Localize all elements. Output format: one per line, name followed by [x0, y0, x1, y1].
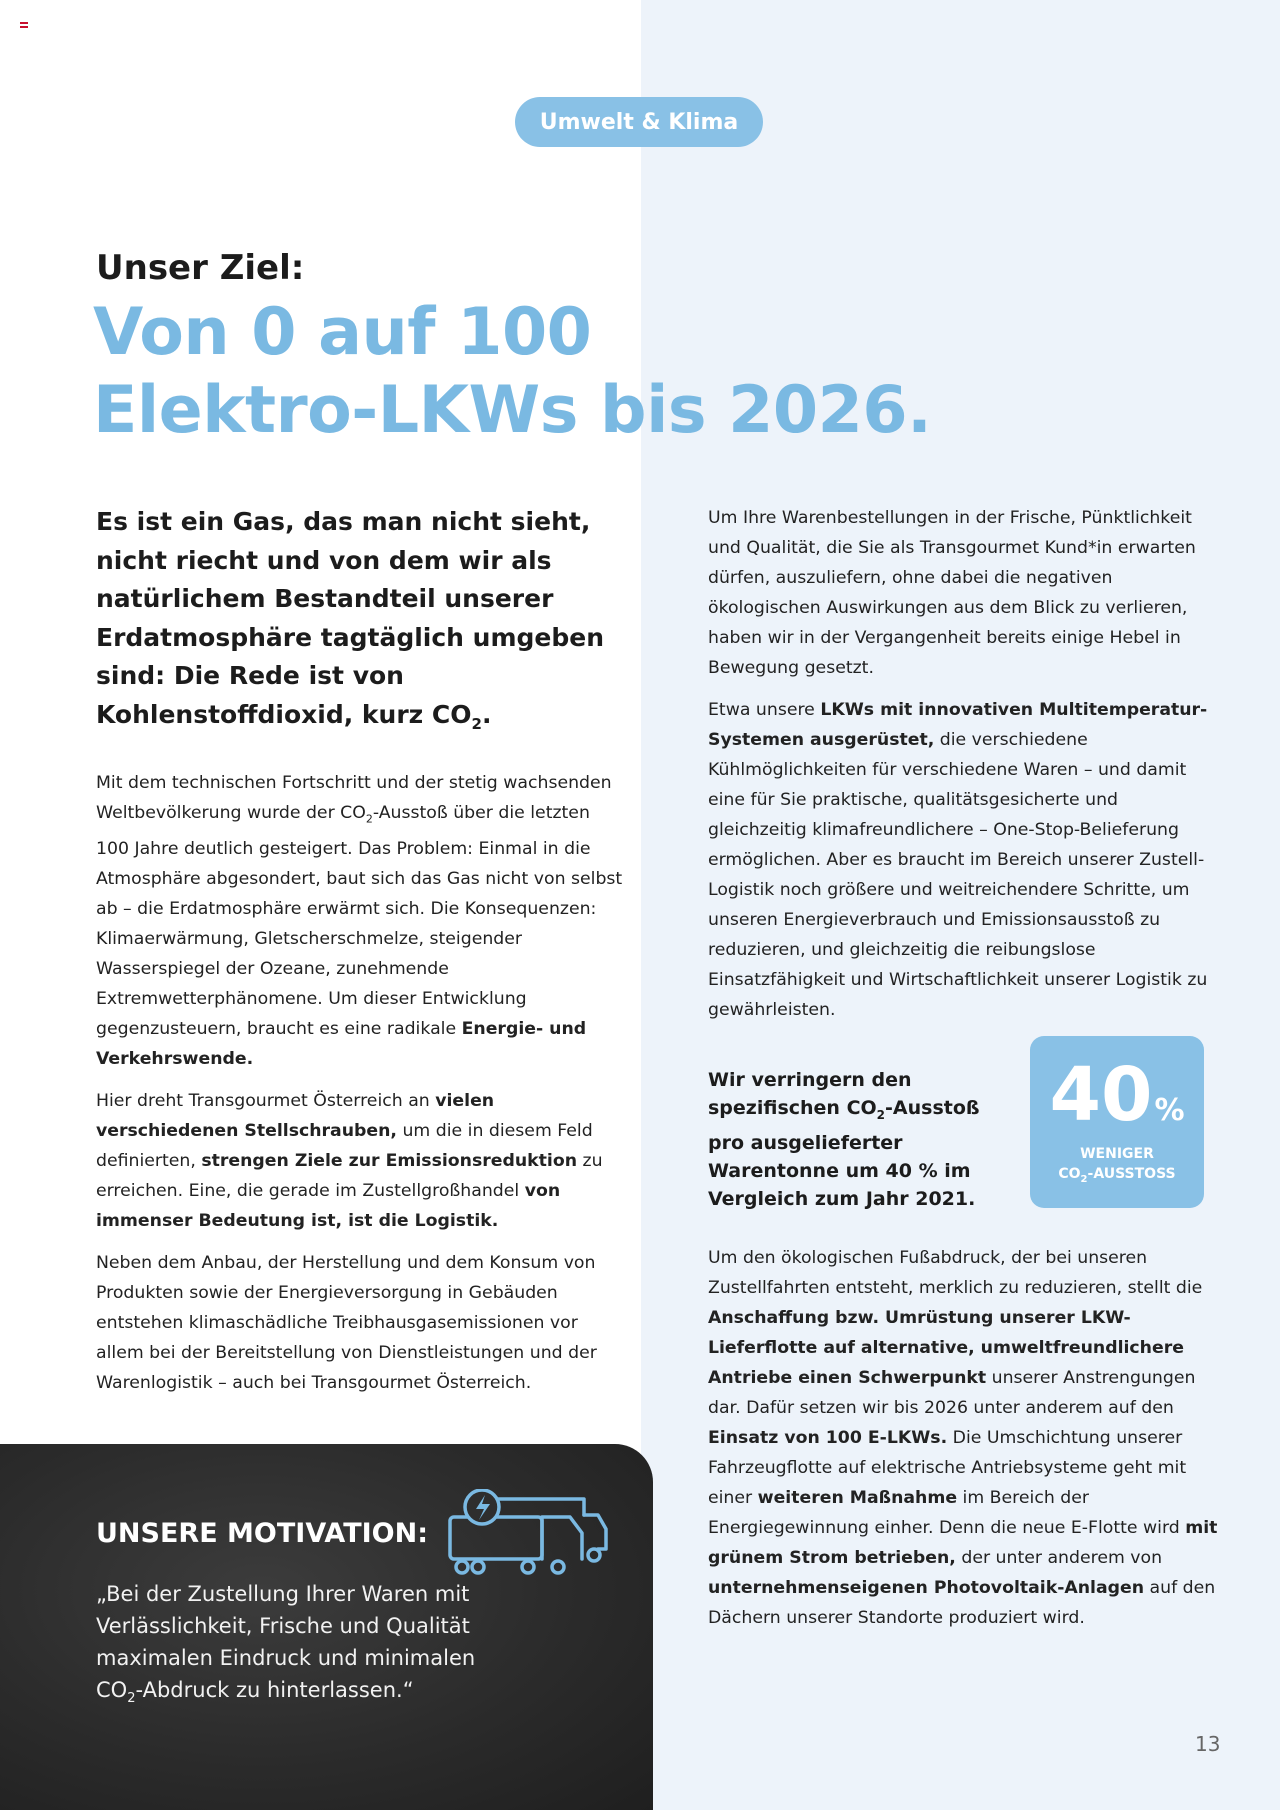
right-paragraph-1: [708, 503, 1218, 683]
page-title: [93, 294, 993, 450]
text: Um den ökologischen Fußabdruck, der bei unseren Zustellfahrten entsteht, merklich zu reduzieren, stellt die: [708, 1248, 1203, 1298]
flag-icon: [20, 22, 28, 28]
bold-text: LKWs mit innovativen Multitemperatur-Systemen ausgerüstet,: [708, 700, 1208, 750]
page-number: 13: [1195, 1732, 1221, 1756]
right-paragraph-3: [708, 1243, 1218, 1633]
lead-paragraph: [96, 503, 636, 743]
bold-text: unternehmenseigenen Photovoltaik-Anlagen: [708, 1578, 1145, 1598]
text: -Ausstoß pro ausgelieferter Warentonne um 40 % im Vergleich zum Jahr 2021.: [708, 1097, 980, 1210]
text: zu erreichen. Eine, die gerade im Zustellgroßhandel: [96, 1151, 603, 1202]
text: Mit dem technischen Fortschritt und der stetig wachsenden Weltbevölkerung wurde der CO: [96, 773, 612, 823]
text: -Abdruck zu hinterlassen.“: [135, 1678, 414, 1702]
kicker: Unser Ziel:: [96, 248, 305, 288]
text: Etwa unsere: [708, 700, 821, 720]
motivation-heading: UNSERE MOTIVATION:: [96, 1518, 429, 1549]
text: auf den Dächern unserer Standorte produziert wird.: [708, 1578, 1216, 1628]
lead-text: Es ist ein Gas, das man nicht sieht, nicht riecht und von dem wir als natürlichem Bestandteil unserer Erdatmosphäre tagtäglich umgeben sind: Die Rede ist von Kohlenstoffdioxid, kurz CO: [96, 507, 605, 729]
left-paragraph-3: [96, 1248, 626, 1398]
subscript: 2: [1080, 1173, 1088, 1185]
text: um die in diesem Feld definierten,: [96, 1121, 593, 1172]
subscript: 2: [365, 812, 373, 826]
page-title-line-1: Von 0 auf 100: [93, 295, 592, 370]
bold-text: von immenser Bedeutung ist, ist die Logistik.: [96, 1181, 561, 1232]
text: Wir verringern den spezifischen CO: [708, 1069, 912, 1119]
right-column-top: [708, 503, 1218, 1025]
lead-end: .: [481, 699, 492, 729]
subscript: 2: [127, 1691, 136, 1707]
text: im Bereich der Energiegewinnung einher. Denn die neue E-Flotte wird: [708, 1488, 1186, 1538]
stat-box: [1030, 1036, 1204, 1208]
callout-text: [708, 1066, 1008, 1213]
lead-subscript: 2: [471, 714, 482, 733]
electric-truck-icon: [448, 1489, 608, 1589]
bold-text: Einsatz von 100 E-LKWs.: [708, 1428, 948, 1448]
left-column: [96, 768, 626, 1398]
stat-unit: %: [1154, 1093, 1185, 1128]
bold-text: vielen verschiedenen Stellschrauben,: [96, 1091, 495, 1142]
stat-label: [1030, 1144, 1204, 1190]
stat-number: [1030, 1052, 1204, 1154]
text: Hier dreht Transgourmet Österreich an: [96, 1091, 436, 1112]
text: der unter anderem von: [955, 1548, 1163, 1568]
text: die verschiedene Kühlmöglichkeiten für verschiedene Waren – und damit eine für Sie praktische, qualitätsgesicherte und gleichzeitig klimafreundlichere – One-Stop-Belieferung ermöglichen. Aber es braucht im Bereich unserer Zustell-Logistik noch größere und weitreichendere Schritte, um unseren Energieverbrauch und Emissionsausstoß zu reduzieren, und gleichzeitig die reibungslose Einsatzfähigkeit und Wirtschaftlichkeit unserer Logistik zu gewährleisten.: [708, 730, 1208, 1020]
bold-text: Anschaffung bzw. Umrüstung unserer LKW-Lieferflotte auf alternative, umweltfreundlichere Antriebe einen Schwerpunkt: [708, 1308, 1184, 1388]
category-pill: Umwelt & Klima: [515, 97, 763, 147]
bold-text: Energie- und Verkehrswende.: [96, 1019, 587, 1070]
text: Die Umschichtung unserer Fahrzeugflotte auf elektrische Antriebsysteme geht mit einer: [708, 1428, 1187, 1508]
right-paragraph-2: [708, 695, 1218, 1025]
bold-text: weiteren Maßnahme: [757, 1488, 958, 1508]
text: Neben dem Anbau, der Herstellung und dem Konsum von Produkten sowie der Energieversorgung in Gebäuden entstehen klimaschädliche Treibhausgasemissionen vor allem bei der Bereitstellung von Dienstleistungen und der Warenlogistik – auch bei Transgourmet Österreich.: [96, 1253, 597, 1394]
text: Um Ihre Warenbestellungen in der Frische, Pünktlichkeit und Qualität, die Sie als Transgourmet Kund*in erwarten dürfen, auszuliefern, ohne dabei die negativen ökologischen Auswirkungen aus dem Blick zu verlieren, haben wir in der Vergangenheit bereits einige Hebel in Bewegung gesetzt.: [708, 508, 1196, 678]
left-paragraph-1: [96, 768, 626, 1074]
text: -Ausstoß über die letzten 100 Jahre deutlich gesteigert. Das Problem: Einmal in die Atmosphäre abgesondert, baut sich das Gas nicht von selbst ab – die Erdatmosphäre erwärmt sich. Die Konsequenzen: Klimaerwärmung, Gletscherschmelze, steigender Wasserspiegel der Ozeane, zunehmende Extremwetterphänomene. Um dieser Entwicklung gegenzusteuern, braucht es eine radikale: [96, 803, 623, 1040]
right-column-bottom: [708, 1243, 1218, 1633]
bold-text: strengen Ziele zur Emissionsreduktion: [201, 1151, 578, 1172]
stat-value: 40: [1049, 1052, 1153, 1138]
motivation-panel: [0, 1444, 653, 1810]
text: unserer Anstrengungen dar. Dafür setzen wir bis 2026 unter anderem auf den: [708, 1368, 1196, 1418]
motivation-quote: [96, 1578, 476, 1715]
subscript: 2: [876, 1107, 886, 1122]
text: CO: [1058, 1166, 1081, 1182]
left-paragraph-2: [96, 1086, 626, 1236]
bold-text: mit grünem Strom betrieben,: [708, 1518, 1218, 1568]
stat-label-line-1: WENIGER: [1080, 1146, 1154, 1162]
stat-label-line-2: [1030, 1164, 1204, 1190]
text: -AUSSTOSS: [1087, 1166, 1176, 1182]
page-title-line-2: Elektro-LKWs bis 2026.: [93, 373, 932, 448]
text: „Bei der Zustellung Ihrer Waren mit Verlässlichkeit, Frische und Qualität maximalen Eindruck und minimalen CO: [96, 1582, 476, 1702]
